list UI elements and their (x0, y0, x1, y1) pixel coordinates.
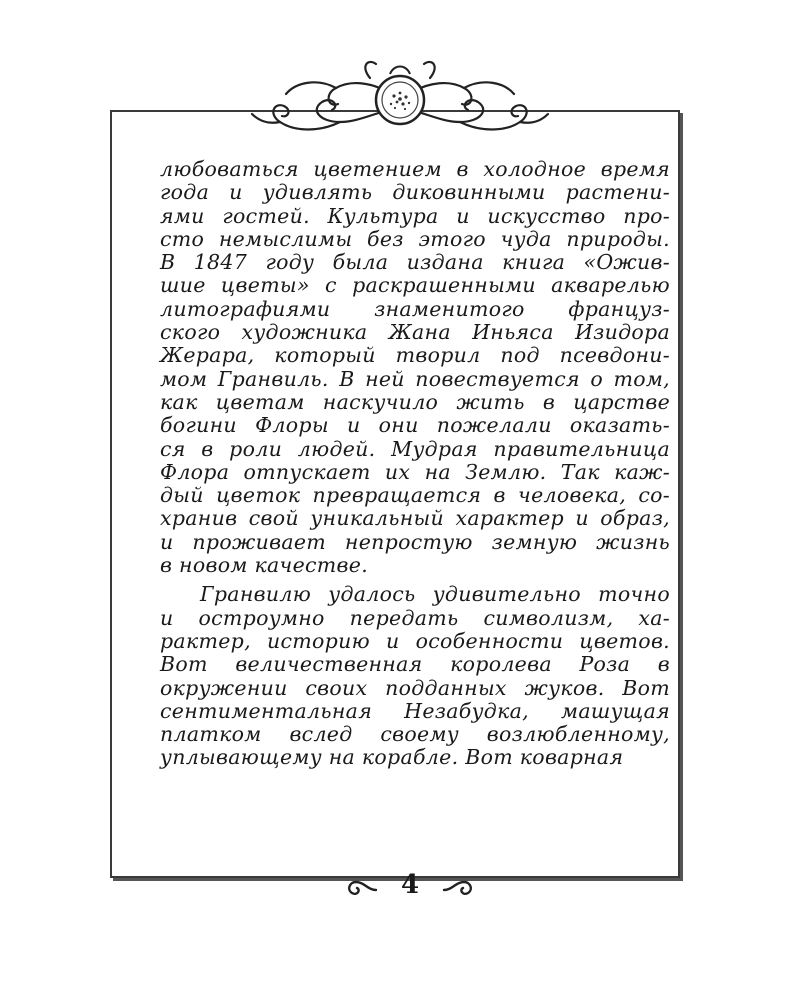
text-line: Флора отпускает их на Землю. Так каж- (160, 459, 670, 484)
text-line: Жерара, который творил под псевдони- (160, 343, 670, 368)
text-line: любоваться цветением в холодное время (160, 157, 670, 181)
text-line: Вот величественная королева Роза в (160, 652, 670, 677)
text-line: сентиментальная Незабудка, машущая (160, 698, 670, 723)
text-line: платком вслед своему возлюбленному, (160, 722, 670, 747)
text-line: мом Гранвиль. В ней повествуется о том, (160, 366, 670, 391)
flourish-ornament-icon (240, 52, 560, 152)
text-line: как цветам наскучило жить в царстве (160, 389, 670, 414)
text-line: богини Флоры и они пожелали оказать- (160, 413, 670, 438)
text-line: Гранвилю удалось удивительно точно (200, 582, 670, 607)
text-line: в новом качестве. (160, 553, 369, 578)
text-line: года и удивлять диковинными растени- (160, 180, 670, 205)
text-line: ского художника Жана Иньяса Изидора (160, 320, 670, 345)
scroll-right-icon (442, 878, 476, 900)
text-line: и проживает непростую земную жизнь (160, 529, 670, 554)
text-line: рактер, историю и особенности цветов. (160, 628, 670, 653)
text-line: сто немыслимы без этого чуда природы. (160, 226, 670, 251)
paragraph (160, 158, 670, 577)
text-line: дый цветок превращается в человека, со- (160, 483, 670, 508)
text-line: литографиями знаменитого француз- (160, 296, 670, 321)
text-line: В 1847 году была издана книга «Ожив- (160, 250, 670, 275)
text-line: ся в роли людей. Мудрая правительница (160, 436, 670, 461)
text-line: и остроумно передать символизм, ха- (160, 605, 670, 630)
paragraph (160, 583, 670, 769)
text-line: шие цветы» с раскрашенными акварелью (160, 273, 670, 298)
text-line: ями гостей. Культура и искусство про- (160, 203, 670, 228)
page-number: 4 (400, 870, 420, 900)
text-line: окружении своих подданных жуков. Вот (160, 675, 670, 700)
page-footer (330, 868, 490, 908)
body-text (160, 158, 670, 770)
text-line: уплывающему на корабле. Вот коварная (160, 745, 624, 770)
text-line: хранив свой уникальный характер и образ, (160, 506, 670, 531)
